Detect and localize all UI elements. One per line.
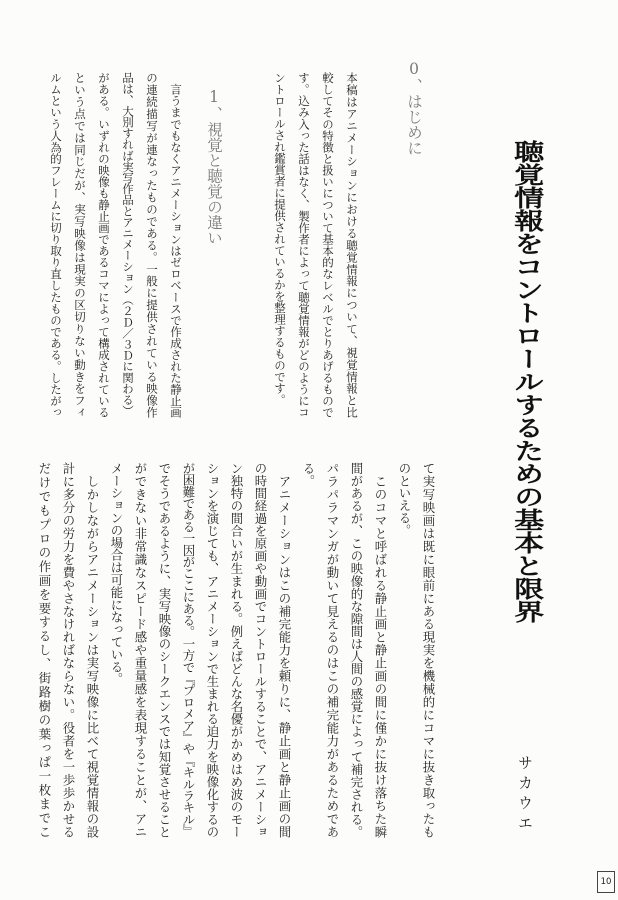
section-heading-visual-vs-audio: 1、視覚と聴覚の違い: [205, 88, 223, 246]
body-line: る。: [301, 462, 316, 487]
body-line: がある。いずれの映像も静止画であるコマによって構成されている: [97, 72, 111, 418]
body-line: 較してその特徴と扱いについて基本的なレベルでとりあげるもので: [321, 72, 335, 418]
body-line: が困難である一因がここにある。一方で『プロメア』や『キルラキル』: [181, 462, 196, 837]
body-line: ントロールされ鑑賞者に提供されているかを整理するものです。: [273, 72, 287, 406]
section1-body-upper: [44, 72, 188, 418]
body-line: 言うまでもなくアニメーションはゼロベースで作成された静止画: [169, 72, 183, 418]
section-heading-intro: 0、はじめに: [405, 60, 423, 156]
body-line: 本稿はアニメーションにおける聴覚情報について、視覚情報と比: [345, 72, 359, 418]
body-line: 品は、大別すれば実写作品とアニメーション（２Ｄ／３Ｄに関わる）: [121, 72, 135, 417]
body-line: パラパラマンガが動いて見えるのはこの補完能力があるためであ: [325, 462, 340, 838]
body-line: す。込み入った話はなく、製作者によって聴覚情報がどのようにコ: [297, 72, 311, 418]
body-line: の時間経過を原画や動画でコントロールすることで、アニメーショ: [253, 462, 268, 838]
body-line: しかしながらアニメーションは実写映像に比べて視覚情報の設: [85, 462, 100, 838]
page-number: 10: [597, 871, 615, 893]
body-line: このコマと呼ばれる静止画と静止画の間に僅かに抜け落ちた瞬: [373, 462, 388, 838]
body-line: ションを演じても、アニメーションで生まれる迫力を映像化するの: [205, 462, 220, 838]
body-line: という点では同じだが、実写映像は現実の区切りない動きをフィ: [73, 72, 87, 418]
body-line: メーションの場合は可能になっている。: [109, 462, 124, 686]
body-line: のといえる。: [397, 462, 412, 537]
body-line: ルムという人為的フレームに切り取り直したものである。したがっ: [49, 72, 63, 418]
body-line: アニメーションはこの補完能力を頼りに、静止画と静止画の間: [277, 462, 292, 838]
body-line: 計に多分の労力を費やさなければならない。役者を一歩歩かせる: [61, 462, 76, 838]
author-name: サカウエ: [516, 755, 534, 835]
intro-body: [268, 72, 364, 418]
body-line: の連続描写が連なったものである。一般に提供されている映像作: [145, 72, 159, 418]
article-title: 聴覚情報をコントロールするための基本と限界: [509, 140, 545, 623]
body-line: だけでもプロの作画を要するし、街路樹の葉っぱ一枚までこ: [37, 462, 52, 838]
body-line: でそうであるように、実写映像のシークエンスでは知覚させること: [157, 462, 172, 838]
section1-body-lower: [32, 462, 440, 838]
body-line: ができない非常識なスピード感や重量感を表現することが、アニ: [133, 462, 148, 838]
body-line: ン独特の間合いが生まれる。例えばどんな名優がかめはめ波のモー: [229, 462, 244, 838]
body-line: 間があるが、この映像的な隙間は人間の感覚によって補完される。: [349, 462, 364, 838]
body-line: て実写映画は既に眼前にある現実を機械的にコマに抜き取ったも: [421, 462, 436, 838]
